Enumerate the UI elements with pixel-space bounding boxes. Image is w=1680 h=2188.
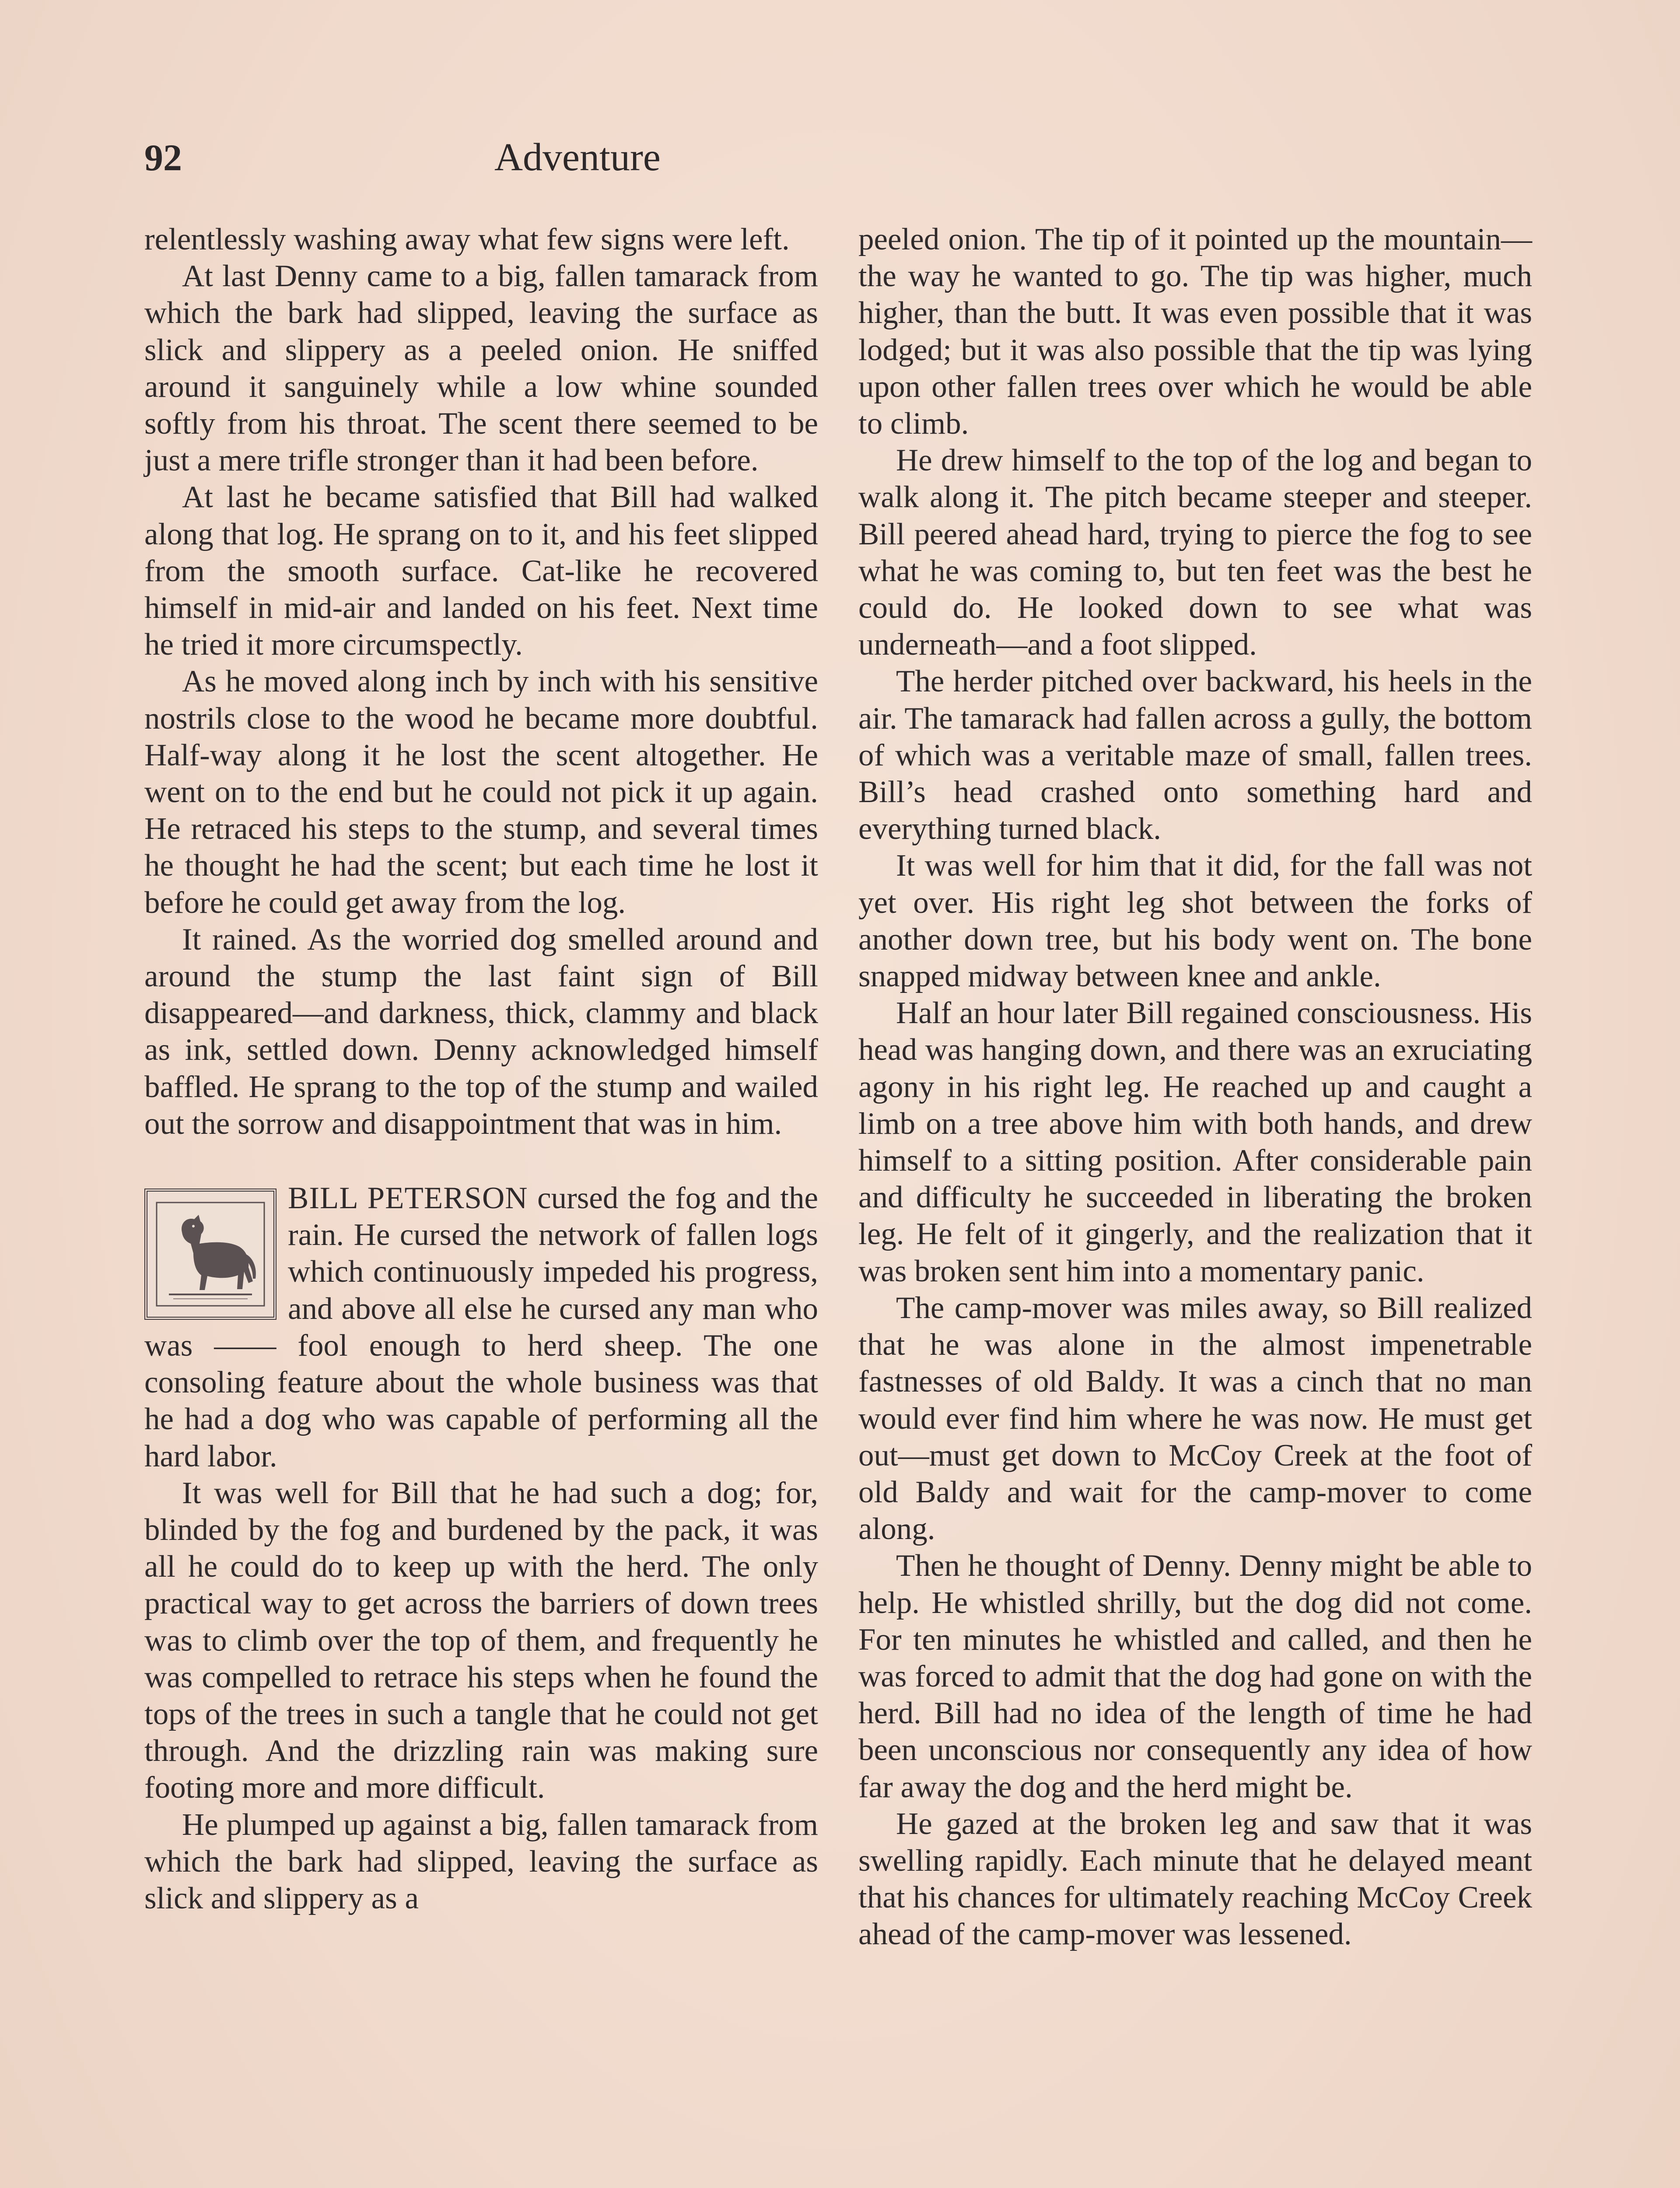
paragraph: relentlessly washing away what few signs were left. <box>144 222 790 256</box>
section-opening-paragraph <box>144 1180 818 1475</box>
left-column <box>144 221 818 1917</box>
paragraph: It was well for Bill that he had such a dog; for, blinded by the fog and burdened by the pack, it was all he could do to keep up with the herd. The only practical way to get across the barriers of down trees was to climb over the top of them, and frequently he was compelled to retrace his steps when he found the tops of the trees in such a tangle that he could not get through. And the drizzling rain was making sure footing more and more difficult. <box>144 1476 818 1805</box>
section-lead: BILL PETERSON <box>288 1181 528 1216</box>
paragraph: It rained. As the worried dog smelled around and around the stump the last faint sign of Bill disappeared—and darkness, thick, clammy and black as ink, settled down. Denny acknowledged himself baffled. He sprang to the top of the stump and wailed out the sorrow and disappointment that was in him. <box>144 922 818 1141</box>
running-head: Adventure <box>494 136 661 179</box>
page-header <box>144 131 945 193</box>
paragraph: He gazed at the broken leg and saw that it was swelling rapidly. Each minute that he delayed meant that his chances for ultimately reaching McCoy Creek ahead of the camp-mover was lessened. <box>858 1806 1532 1952</box>
paragraph: Then he thought of Denny. Denny might be able to help. He whistled shrilly, but the dog did not come. For ten minutes he whistled and called, and then he was forced to admit that the dog had gone on with the herd. Bill had no idea of the length of time he had been unconscious nor consequently any idea of how far away the dog and the herd might be. <box>858 1549 1532 1804</box>
paragraph: He drew himself to the top of the log and began to walk along it. The pitch became steeper and steeper. Bill peered ahead hard, trying to pierce the fog to see what he was coming to, but ten feet was the best he could do. He looked down to see what was underneath—and a foot slipped. <box>858 443 1532 662</box>
paragraph: As he moved along inch by inch with his sensitive nostrils close to the wood he became more doubtful. Half-way along it he lost the scent altogether. He went on to the end but he could not pick it up again. He retraced his steps to the stump, and several times he thought he had the scent; but each time he lost it before he could get away from the log. <box>144 664 818 920</box>
section-opening-text: cursed the fog and the rain. He cursed the network of fallen logs which continuously impeded his progress, and above all else he cursed any man who was —— fool enough to herd sheep. The one consoling feature about the whole business was that he had a dog who was capable of performing all the hard labor. <box>144 1181 819 1473</box>
paragraph: peeled onion. The tip of it pointed up the mountain—the way he wanted to go. The tip was higher, much higher, than the butt. It was even possible that it was lodged; but it was also possible that the tip was lying upon other fallen trees over which he would be able to climb. <box>858 222 1532 441</box>
paragraph: He plumped up against a big, fallen tamarack from which the bark had slipped, leaving the surface as slick and slippery as a <box>144 1807 818 1915</box>
paragraph: The camp-mover was miles away, so Bill realized that he was alone in the almost impenetrable fastnesses of old Baldy. It was a cinch that no man would ever find him where he was now. He must get out—must get down to McCoy Creek at the foot of old Baldy and wait for the camp-mover to come along. <box>858 1290 1532 1546</box>
paragraph: At last he became satisfied that Bill had walked along that log. He sprang on to it, and his feet slipped from the smooth surface. Cat-like he recovered himself in mid-air and landed on his feet. Next time he tried it more circumspectly. <box>144 480 818 662</box>
paragraph: Half an hour later Bill regained consciousness. His head was hanging down, and there was an exruciating agony in his right leg. He reached up and caught a limb on a tree above him with both hands, and drew himself to a sitting position. After considerable pain and difficulty he succeeded in liberating the broken leg. He felt of it gingerly, and the realization that it was broken sent him into a momentary panic. <box>858 996 1532 1288</box>
right-column <box>858 221 1532 1953</box>
dog-vignette <box>144 1189 276 1320</box>
paragraph: At last Denny came to a big, fallen tamarack from which the bark had slipped, leaving the surface as slick and slippery as a peeled onion. He sniffed around it sanguinely while a low whine sounded softly from his throat. The scent there seemed to be just a mere trifle stronger than it had been before. <box>144 259 818 478</box>
paragraph: The herder pitched over backward, his heels in the air. The tamarack had fallen across a gully, the bottom of which was a veritable maze of small, fallen trees. Bill’s head crashed onto something hard and everything turned black. <box>858 664 1532 846</box>
page-number: 92 <box>144 137 182 179</box>
dog-vignette-icon <box>156 1202 265 1307</box>
paragraph: It was well for him that it did, for the fall was not yet over. His right leg shot between the forks of another down tree, but his body went on. The bone snapped midway between knee and ankle. <box>858 849 1532 994</box>
